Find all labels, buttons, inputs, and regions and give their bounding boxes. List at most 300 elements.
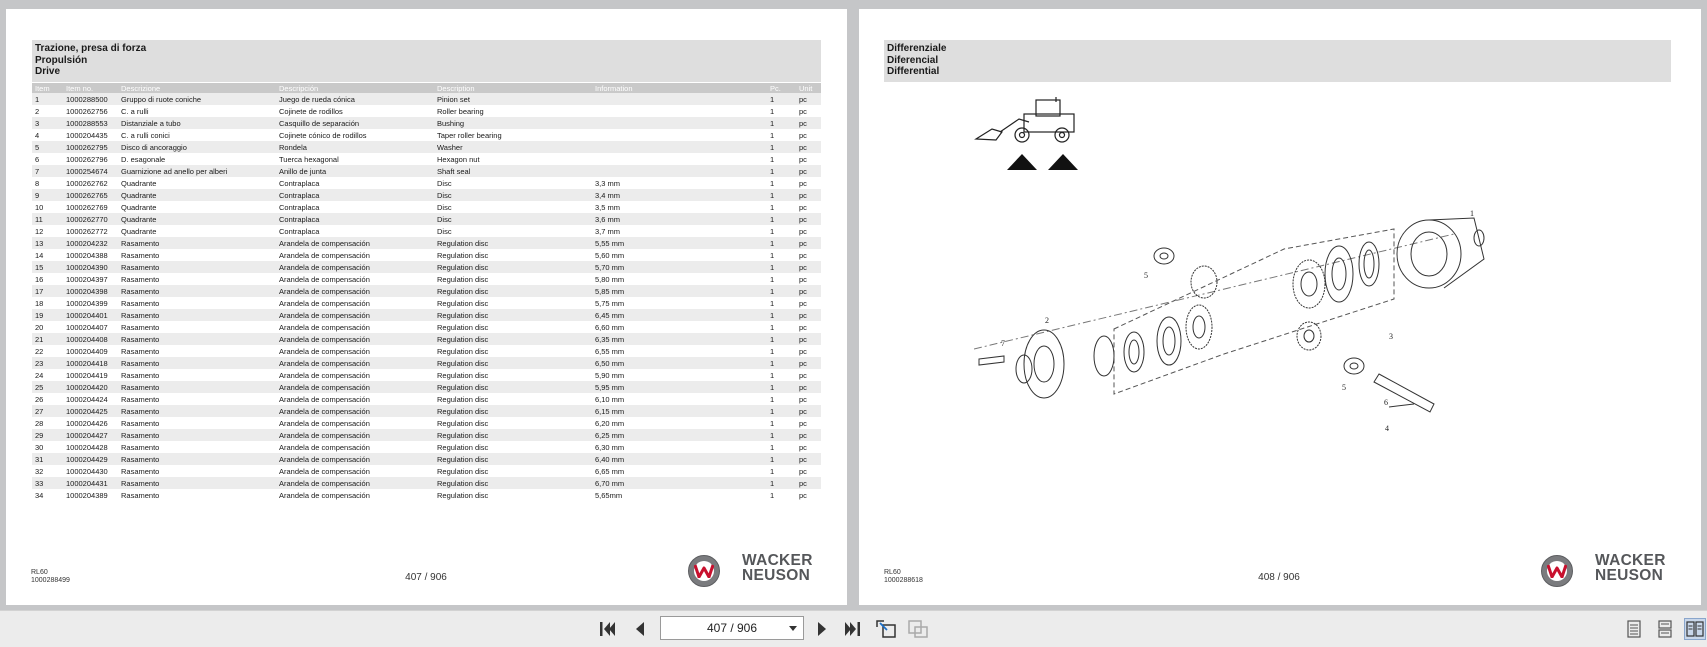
cell-descripcion: Juego de rueda cónica [276,93,434,105]
table-row [32,369,821,381]
cell-description: Regulation disc [434,429,592,441]
cell-item-no: 1000204397 [66,274,108,284]
table-row [32,249,821,261]
cell-item-no: 1000204401 [63,309,118,321]
cell-pc: 1 [767,381,796,393]
cell-descrizione: Rasamento [118,453,276,465]
cell-description: Regulation disc [437,490,489,500]
cell-information: 6,35 mm [592,333,767,345]
cell-descripcion: Arandela de compensación [276,477,434,489]
cell-item-no: 1000204425 [63,405,118,417]
cell-description: Regulation disc [437,346,489,356]
cell-item-no: 1000204420 [63,381,118,393]
cell-information: 5,75 mm [595,298,625,308]
chevron-down-icon[interactable] [789,626,797,631]
cell-unit: pc [799,322,807,332]
cell-information: 6,15 mm [592,405,767,417]
cell-unit: pc [799,250,807,260]
page-number: 408 / 906 [1258,572,1300,583]
cell-descrizione: D. esagonale [121,154,166,164]
cell-information: 5,55 mm [592,237,767,249]
cell-description: Taper roller bearing [437,130,502,140]
cell-descrizione: Quadrante [118,213,276,225]
cell-descripcion: Arandela de compensación [279,442,370,452]
logo-wordmark [742,553,813,583]
cell-unit: pc [799,202,807,212]
table-row [32,357,821,369]
cell-descrizione: Rasamento [118,261,276,273]
callout-3: 3 [1389,332,1393,341]
cell-unit: pc [796,141,821,153]
cell-pc: 1 [770,346,775,356]
cell-pc: 1 [767,357,796,369]
cell-pc: 1 [770,106,775,116]
cell-description: Regulation disc [434,237,592,249]
cell-information [592,141,767,153]
callout-5-bottom: 5 [1342,383,1346,392]
cell-descrizione: Rasamento [121,274,160,284]
cell-information [592,165,767,177]
cell-descrizione: Quadrante [118,189,276,201]
cell-item-no: 1000204424 [66,394,108,404]
callout-4: 4 [1385,424,1389,433]
cell-pc: 1 [767,141,796,153]
cell-descrizione: Rasamento [121,298,160,308]
document-page-right [859,9,1701,605]
footer-model: RL60 [31,569,48,576]
table-row [32,165,821,177]
logo-wordmark [1595,553,1666,583]
cell-item-no: 1000262769 [66,202,108,212]
cell-information: 5,60 mm [595,250,625,260]
cell-item-no: 1000204408 [63,333,118,345]
cell-pc: 1 [770,178,775,188]
cell-descripcion: Arandela de compensación [276,381,434,393]
table-row [32,201,821,213]
column-header-information: Information [592,83,767,93]
cell-descripcion: Contraplaca [279,202,320,212]
cell-descripcion: Arandela de compensación [276,237,434,249]
cell-unit: pc [796,333,821,345]
cell-information: 6,55 mm [595,346,625,356]
cell-item: 33 [32,477,63,489]
table-row [32,393,821,405]
cell-descrizione: C. a rulli conici [121,130,170,140]
cell-pc: 1 [770,490,775,500]
cell-item-no: 1000254674 [63,165,118,177]
cell-descrizione: Rasamento [121,370,160,380]
cell-pc: 1 [770,322,775,332]
cell-item-no: 1000204232 [63,237,118,249]
cell-unit: pc [796,453,821,465]
cell-item-no: 1000204390 [63,261,118,273]
table-row [32,297,821,309]
viewer-toolbar [0,610,1707,647]
cell-item: 25 [32,381,63,393]
wacker-neuson-emblem-icon [1541,555,1573,587]
cell-item: 31 [32,453,63,465]
cell-information: 5,95 mm [592,381,767,393]
cell-item: 22 [35,346,44,356]
title-spanish: Diferencial [887,54,939,66]
cell-descripcion: Arandela de compensación [279,298,370,308]
cell-descrizione: Rasamento [118,333,276,345]
cell-information [592,129,767,141]
cell-unit: pc [799,370,807,380]
cell-unit: pc [796,261,821,273]
cell-item: 10 [35,202,44,212]
cell-item-no: 1000204399 [66,298,108,308]
cell-information: 5,80 mm [595,274,625,284]
column-header-pc: Pc. [767,83,796,93]
page-number: 407 / 906 [405,572,447,583]
cell-pc: 1 [767,285,796,297]
cell-pc: 1 [770,154,775,164]
cell-pc: 1 [770,298,775,308]
cell-descripcion: Arandela de compensación [276,357,434,369]
cell-descripcion: Arandela de compensación [276,429,434,441]
cell-descrizione: Rasamento [118,477,276,489]
cell-unit: pc [796,117,821,129]
cell-information: 5,70 mm [592,261,767,273]
cell-item: 3 [32,117,63,129]
cell-unit: pc [799,442,807,452]
cell-descrizione: Rasamento [118,429,276,441]
cell-descrizione: Guarnizione ad anello per alberi [118,165,276,177]
last-page-icon [843,621,861,637]
cell-information: 6,30 mm [595,442,625,452]
table-row [32,285,821,297]
cell-pc: 1 [767,477,796,489]
cell-information: 6,60 mm [595,322,625,332]
parts-table-body [32,93,821,501]
callout-5-top: 5 [1144,271,1148,280]
cell-unit: pc [796,285,821,297]
cell-description: Pinion set [434,93,592,105]
cell-pc: 1 [770,274,775,284]
next-page-icon [816,621,828,637]
cell-description: Regulation disc [434,261,592,273]
previous-page-icon [634,621,646,637]
cell-item: 21 [32,333,63,345]
cell-descrizione: Rasamento [121,466,160,476]
cell-descripcion: Arandela de compensación [276,405,434,417]
callout-7: 7 [1001,339,1005,348]
cell-descripcion: Arandela de compensación [279,322,370,332]
cell-information [592,93,767,105]
cell-information: 6,65 mm [595,466,625,476]
previous-page-button[interactable] [629,618,651,640]
cell-descrizione: Rasamento [118,405,276,417]
next-page-button[interactable] [811,618,833,640]
cell-item: 14 [35,250,44,260]
cell-descripcion: Arandela de compensación [276,285,434,297]
next-view-icon [907,619,929,639]
cell-descripcion: Contraplaca [279,226,320,236]
cell-descripcion: Rondela [276,141,434,153]
cell-unit: pc [799,154,807,164]
cell-descrizione: Rasamento [121,418,160,428]
cell-pc: 1 [767,261,796,273]
cell-description: Regulation disc [434,405,592,417]
table-row [32,465,821,477]
cell-pc: 1 [770,250,775,260]
cell-item-no: 1000262762 [66,178,108,188]
cell-descripcion: Arandela de compensación [276,309,434,321]
table-row [32,417,821,429]
cell-pc: 1 [767,309,796,321]
cell-descripcion: Contraplaca [276,213,434,225]
cell-pc: 1 [767,237,796,249]
cell-item: 28 [35,418,44,428]
cell-item-no: 1000204427 [63,429,118,441]
cell-item: 12 [35,226,44,236]
cell-pc: 1 [767,429,796,441]
cell-item-no: 1000204419 [66,370,108,380]
previous-view-icon [875,619,897,639]
cell-unit: pc [796,429,821,441]
cell-pc: 1 [770,418,775,428]
cell-item-no: 1000204429 [63,453,118,465]
wacker-neuson-logo [688,552,823,590]
cell-item-no: 1000262770 [63,213,118,225]
cell-item-no: 1000204407 [66,322,108,332]
cell-descripcion: Arandela de compensación [279,370,370,380]
cell-unit: pc [799,226,807,236]
cell-item: 1 [32,93,63,105]
two-page-view-button[interactable] [1684,618,1706,640]
cell-descripcion: Arandela de compensación [279,466,370,476]
cell-item-no: 1000204389 [66,490,108,500]
title-english: Differential [887,66,940,77]
cell-descripcion: Arandela de compensación [279,250,370,260]
cell-descrizione: Rasamento [121,250,160,260]
cell-unit: pc [796,357,821,369]
cell-information [592,117,767,129]
cell-descripcion: Contraplaca [279,178,320,188]
cell-description: Bushing [434,117,592,129]
cell-unit: pc [796,189,821,201]
cell-descripcion: Anillo de junta [276,165,434,177]
cell-descripcion: Arandela de compensación [276,261,434,273]
table-row [32,345,821,357]
cell-descrizione: Rasamento [118,237,276,249]
table-row [32,105,821,117]
cell-information: 3,4 mm [592,189,767,201]
cell-descripcion: Casquillo de separación [276,117,434,129]
table-row [32,93,821,105]
footer-model-code [31,569,70,585]
cell-item-no: 1000204418 [63,357,118,369]
cell-item: 6 [35,154,40,164]
page-number-field-value: 407 / 906 [706,621,758,635]
continuous-view-button[interactable] [1654,618,1676,640]
cell-descrizione: Rasamento [121,442,160,452]
cell-pc: 1 [767,93,796,105]
cell-item: 13 [32,237,63,249]
page-number-field[interactable] [660,616,804,640]
cell-information: 6,10 mm [595,394,625,404]
table-row [32,189,821,201]
cell-descripcion: Cojinete de rodillos [279,106,343,116]
cell-descrizione: Gruppo di ruote coniche [118,93,276,105]
cell-item: 8 [35,178,40,188]
callout-1: 1 [1470,209,1474,218]
cell-unit: pc [796,381,821,393]
cell-item-no: 1000204426 [66,418,108,428]
cell-unit: pc [799,490,807,500]
cell-description: Regulation disc [437,466,489,476]
cell-description: Regulation disc [434,453,592,465]
column-header-unit: Unit [796,83,821,93]
footer-model: RL60 [884,569,901,576]
cell-information: 6,50 mm [592,357,767,369]
cell-unit: pc [796,309,821,321]
next-view-button[interactable] [907,618,929,640]
cell-item-no: 1000204409 [66,346,108,356]
cell-pc: 1 [770,202,775,212]
table-row [32,309,821,321]
cell-descrizione: Quadrante [121,178,157,188]
single-page-view-button[interactable] [1623,618,1645,640]
cell-item: 16 [35,274,44,284]
first-page-button[interactable] [597,618,619,640]
cell-item-no: 1000204398 [63,285,118,297]
differential-exploded-diagram [974,204,1534,444]
cell-unit: pc [799,298,807,308]
cell-unit: pc [799,106,807,116]
cell-pc: 1 [767,117,796,129]
wacker-neuson-logo [1541,552,1676,590]
cell-description: Disc [434,189,592,201]
cell-information: 5,65mm [595,490,623,500]
document-page-left [6,9,847,605]
cell-information: 6,45 mm [592,309,767,321]
cell-description: Regulation disc [434,357,592,369]
cell-description: Washer [434,141,592,153]
cell-item: 34 [35,490,44,500]
cell-descripcion: Arandela de compensación [279,418,370,428]
cell-description: Regulation disc [437,394,489,404]
previous-view-button[interactable] [875,618,897,640]
parts-table [32,83,821,501]
last-page-button[interactable] [841,618,863,640]
cell-item-no: 1000204388 [66,250,108,260]
column-header-description: Description [434,83,592,93]
section-title-band [884,40,1671,82]
cell-unit: pc [796,477,821,489]
cell-information: 3,7 mm [595,226,621,236]
callout-2: 2 [1045,316,1049,325]
table-row [32,333,821,345]
table-header-row [32,83,821,93]
wacker-neuson-emblem-icon [688,555,720,587]
footer-code: 1000288499 [31,577,70,584]
cell-description: Regulation disc [434,309,592,321]
cell-descrizione: Rasamento [118,309,276,321]
logo-line-1: WACKER [1595,552,1666,569]
cell-pc: 1 [770,370,775,380]
cell-description: Regulation disc [437,322,489,332]
column-header-descrizione: Descrizione [118,83,276,93]
cell-description: Disc [437,202,452,212]
cell-item: 17 [32,285,63,297]
cell-item: 26 [35,394,44,404]
cell-descripcion: Arandela de compensación [279,274,370,284]
cell-information: 6,20 mm [595,418,625,428]
table-row [32,429,821,441]
cell-item: 11 [32,213,63,225]
cell-item: 27 [32,405,63,417]
cell-descrizione: Rasamento [121,490,160,500]
table-row [32,213,821,225]
cell-descripcion: Contraplaca [276,189,434,201]
cell-item: 29 [32,429,63,441]
cell-item: 7 [32,165,63,177]
wheel-loader-location-icon [974,94,1094,174]
cell-item: 23 [32,357,63,369]
cell-descripcion: Arandela de compensación [279,346,370,356]
two-page-icon [1686,620,1704,638]
column-header-descripcion: Descripción [276,83,434,93]
table-row [32,405,821,417]
cell-descripcion: Arandela de compensación [276,333,434,345]
cell-information: 3,5 mm [595,202,621,212]
cell-descripcion: Cojinete cónico de rodillos [279,130,367,140]
cell-description: Regulation disc [437,442,489,452]
cell-pc: 1 [767,165,796,177]
cell-unit: pc [796,405,821,417]
cell-item: 2 [35,106,40,116]
cell-descripcion: Tuerca hexagonal [279,154,339,164]
cell-descrizione: Rasamento [118,357,276,369]
footer-model-code [884,569,923,585]
cell-pc: 1 [767,189,796,201]
continuous-icon [1657,620,1673,638]
cell-descrizione: Rasamento [118,285,276,297]
cell-item-no: 1000262756 [66,106,108,116]
cell-description: Regulation disc [434,477,592,489]
cell-description: Regulation disc [434,381,592,393]
table-row [32,441,821,453]
table-row [32,381,821,393]
table-row [32,237,821,249]
cell-pc: 1 [767,333,796,345]
table-row [32,225,821,237]
cell-descrizione: Rasamento [118,381,276,393]
cell-item: 30 [35,442,44,452]
cell-information: 6,25 mm [592,429,767,441]
title-italian: Differenziale [887,43,947,54]
cell-descrizione: Rasamento [121,346,160,356]
column-header-item: Item [32,83,63,93]
cell-description: Regulation disc [437,298,489,308]
column-header-item-no: Item no. [63,83,118,93]
cell-descripcion: Arandela de compensación [276,453,434,465]
cell-item: 19 [32,309,63,321]
cell-descripcion: Arandela de compensación [279,490,370,500]
title-italian: Trazione, presa di forza [35,43,147,54]
cell-description: Regulation disc [434,285,592,297]
cell-item-no: 1000288553 [63,117,118,129]
cell-description: Disc [437,226,452,236]
cell-unit: pc [796,213,821,225]
table-row [32,153,821,165]
table-row [32,117,821,129]
cell-pc: 1 [770,466,775,476]
cell-descrizione: Quadrante [121,202,157,212]
cell-item: 5 [32,141,63,153]
